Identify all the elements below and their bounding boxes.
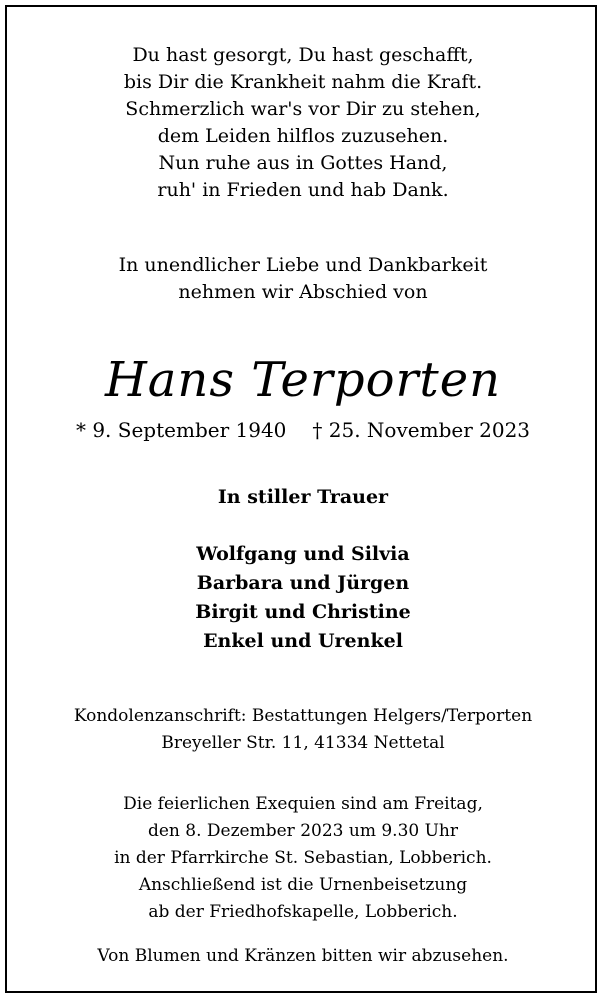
service-line: ab der Friedhofskapelle, Lobberich. [148, 902, 458, 922]
address-line: Kondolenzanschrift: Bestattungen Helgers/Terporten [73, 706, 533, 726]
condolence-address [0, 703, 606, 757]
life-dates [0, 416, 606, 444]
deceased-name: Hans Terporten [104, 352, 502, 408]
service-line: Anschließend ist die Urnenbeisetzung [138, 875, 468, 895]
birth-date: * 9. September 1940 [75, 418, 287, 442]
family-member: Barbara und Jürgen [196, 572, 410, 594]
poem-line: dem Leiden hilflos zuzusehen. [157, 125, 449, 147]
mourning-title: In stiller Trauer [217, 486, 389, 508]
service-line: den 8. Dezember 2023 um 9.30 Uhr [147, 821, 459, 841]
flowers-note [0, 943, 606, 970]
intro-line: nehmen wir Abschied von [178, 281, 428, 303]
poem-line: Schmerzlich war's vor Dir zu stehen, [125, 98, 481, 120]
farewell-intro [0, 252, 606, 306]
intro-line: In unendlicher Liebe und Dankbarkeit [118, 254, 488, 276]
family-member: Birgit und Christine [195, 601, 411, 623]
poem-line: Nun ruhe aus in Gottes Hand, [158, 152, 448, 174]
funeral-service-info [0, 791, 606, 926]
poem-line: bis Dir die Krankheit nahm die Kraft. [123, 71, 483, 93]
poem-line: Du hast gesorgt, Du hast geschafft, [132, 44, 474, 66]
flowers-note-text: Von Blumen und Kränzen bitten wir abzusehen. [97, 946, 509, 966]
service-line: Die feierlichen Exequien sind am Freitag, [123, 794, 483, 814]
death-date: † 25. November 2023 [312, 418, 531, 442]
poem-line: ruh' in Frieden und hab Dank. [157, 179, 449, 201]
family-member: Enkel und Urenkel [203, 630, 403, 652]
address-line: Breyeller Str. 11, 41334 Nettetal [161, 733, 445, 753]
service-line: in der Pfarrkirche St. Sebastian, Lobberich. [114, 848, 492, 868]
poem [0, 42, 606, 204]
family-member: Wolfgang und Silvia [196, 543, 410, 565]
family-list [0, 540, 606, 656]
